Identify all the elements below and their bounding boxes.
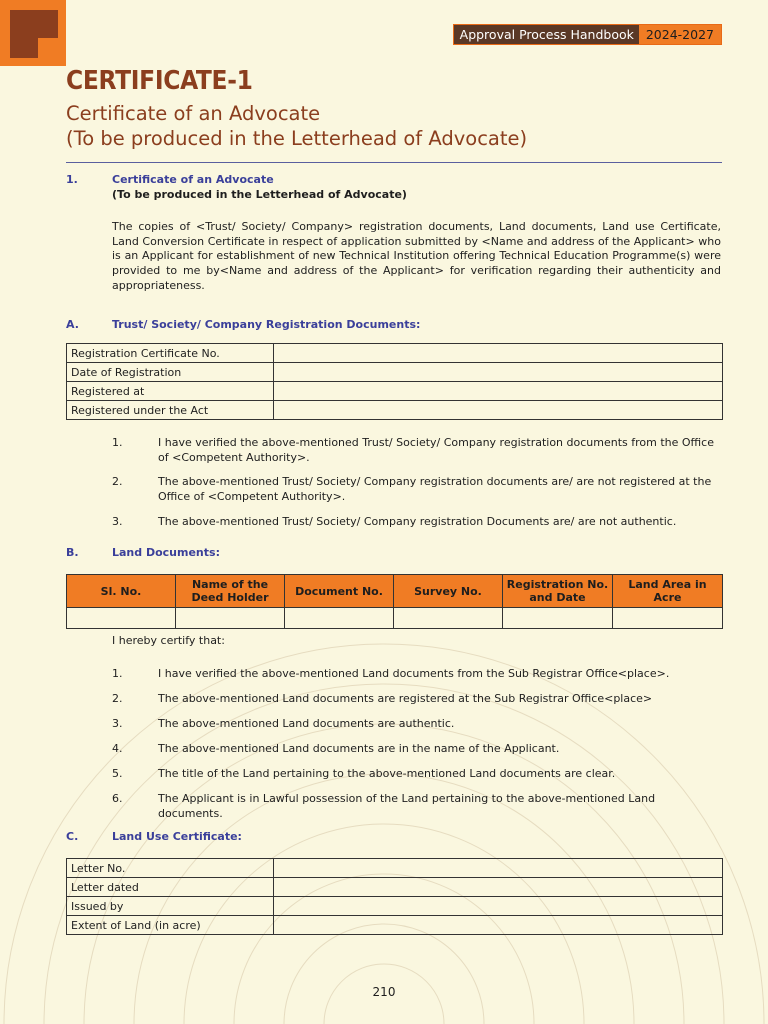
- section-b-number: B.: [66, 546, 79, 559]
- land-documents-table: [66, 574, 723, 629]
- value-cell[interactable]: [394, 608, 503, 629]
- list-item-number: 4.: [112, 742, 123, 755]
- land-use-table: [66, 858, 723, 935]
- section-1-note: (To be produced in the Letterhead of Advocate): [112, 188, 407, 201]
- table-row: [67, 878, 723, 897]
- value-cell[interactable]: [274, 897, 723, 916]
- value-cell[interactable]: [274, 859, 723, 878]
- section-1-title: Certificate of an Advocate: [112, 173, 274, 186]
- list-item-text: The above-mentioned Trust/ Society/ Company registration Documents are/ are not authentic.: [158, 515, 677, 528]
- column-header: Registration No. and Date: [503, 575, 613, 608]
- section-c-title: Land Use Certificate:: [112, 830, 242, 843]
- value-cell[interactable]: [176, 608, 285, 629]
- subtitle-line-1: Certificate of an Advocate: [66, 102, 321, 125]
- column-header: Sl. No.: [67, 575, 176, 608]
- table-row: [67, 916, 723, 935]
- row-label: Registered at: [67, 382, 274, 401]
- list-item-number: 6.: [112, 792, 123, 805]
- list-item-text: I have verified the above-mentioned Land documents from the Sub Registrar Office<place>.: [158, 667, 670, 680]
- table-row: [67, 897, 723, 916]
- list-item-text: The above-mentioned Land documents are authentic.: [158, 717, 455, 730]
- list-item-text: The above-mentioned Land documents are in the name of the Applicant.: [158, 742, 560, 755]
- table-row: [67, 401, 723, 420]
- column-header: Land Area in Acre: [613, 575, 723, 608]
- list-item-text: The Applicant is in Lawful possession of the Land pertaining to the above-mentioned Land documents.: [158, 792, 656, 820]
- row-label: Issued by: [67, 897, 274, 916]
- table-row: [67, 344, 723, 363]
- page-title: CERTIFICATE-1: [66, 66, 253, 96]
- value-cell[interactable]: [274, 363, 723, 382]
- row-label: Registered under the Act: [67, 401, 274, 420]
- list-item-number: 5.: [112, 767, 123, 780]
- row-label: Date of Registration: [67, 363, 274, 382]
- list-item-number: 1.: [112, 667, 123, 680]
- page-number: 210: [372, 985, 396, 999]
- list-item-text: I have verified the above-mentioned Trust/ Society/ Company registration documents from the Office of <Competent Authority>.: [158, 436, 714, 464]
- table-header-row: [67, 575, 723, 608]
- section-a-number: A.: [66, 318, 79, 331]
- section-a-title: Trust/ Society/ Company Registration Documents:: [112, 318, 421, 331]
- handbook-name: Approval Process Handbook: [454, 25, 639, 44]
- value-cell[interactable]: [274, 382, 723, 401]
- subtitle-line-2: (To be produced in the Letterhead of Advocate): [66, 127, 528, 150]
- table-row: [67, 859, 723, 878]
- list-item-text: The above-mentioned Trust/ Society/ Company registration documents are/ are not registered at the Office of <Competent Authority>.: [158, 475, 712, 503]
- list-item-number: 1.: [112, 436, 123, 449]
- table-row: [67, 363, 723, 382]
- page-subtitle: [66, 101, 527, 151]
- column-header: Document No.: [285, 575, 394, 608]
- row-label: Letter dated: [67, 878, 274, 897]
- list-item-number: 2.: [112, 692, 123, 705]
- value-cell[interactable]: [274, 878, 723, 897]
- title-divider: [66, 162, 722, 163]
- corner-logo-icon: [0, 0, 66, 66]
- value-cell[interactable]: [503, 608, 613, 629]
- section-1-paragraph: The copies of <Trust/ Society/ Company> registration documents, Land documents, Land use Certificate, Land Conversion Certificate in respect of application submitted by <Name and address of the Applicant> who is an Applicant for establishment of new Technical Institution offering Technical Education Programme(s) were provided to me by<Name and address of the Applicant> for verification regarding their authenticity and appropriateness.: [112, 220, 721, 292]
- value-cell[interactable]: [274, 344, 723, 363]
- registration-table: [66, 343, 723, 420]
- value-cell[interactable]: [67, 608, 176, 629]
- value-cell[interactable]: [274, 916, 723, 935]
- column-header: Name of the Deed Holder: [176, 575, 285, 608]
- table-row: [67, 608, 723, 629]
- row-label: Extent of Land (in acre): [67, 916, 274, 935]
- list-item-text: The title of the Land pertaining to the above-mentioned Land documents are clear.: [158, 767, 616, 780]
- value-cell[interactable]: [274, 401, 723, 420]
- column-header: Survey No.: [394, 575, 503, 608]
- table-row: [67, 382, 723, 401]
- certify-intro: I hereby certify that:: [112, 634, 225, 647]
- handbook-years: 2024-2027: [639, 25, 721, 44]
- list-item-number: 3.: [112, 515, 123, 528]
- list-item-number: 2.: [112, 475, 123, 488]
- value-cell[interactable]: [613, 608, 723, 629]
- row-label: Letter No.: [67, 859, 274, 878]
- section-c-number: C.: [66, 830, 79, 843]
- row-label: Registration Certificate No.: [67, 344, 274, 363]
- section-1-number: 1.: [66, 173, 78, 186]
- section-b-title: Land Documents:: [112, 546, 220, 559]
- list-item-number: 3.: [112, 717, 123, 730]
- value-cell[interactable]: [285, 608, 394, 629]
- handbook-header-tag: [453, 24, 722, 45]
- list-item-text: The above-mentioned Land documents are registered at the Sub Registrar Office<place>: [158, 692, 653, 705]
